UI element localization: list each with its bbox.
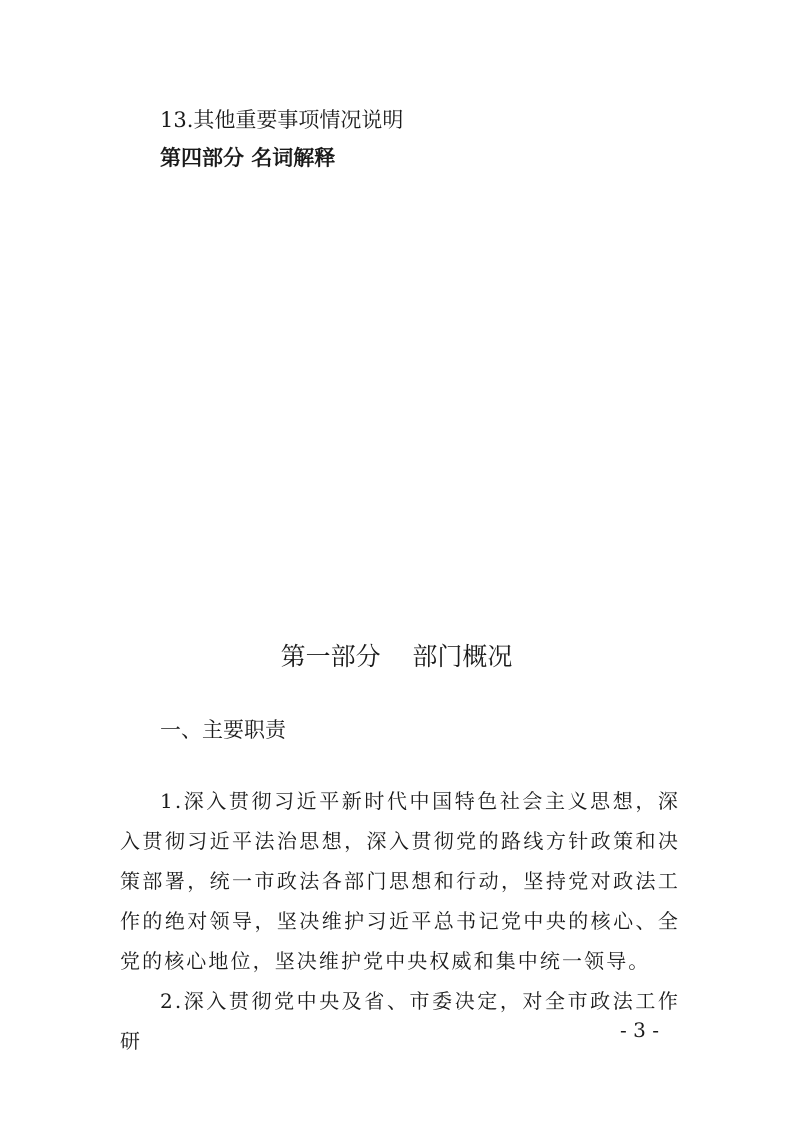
paragraph-1: [120, 781, 680, 981]
part-title: 第一部分 部门概况: [280, 642, 513, 671]
section-title: 一、主要职责: [160, 718, 286, 742]
page-number: - 3 -: [620, 1018, 659, 1042]
paragraph-2-text: 2.深入贯彻党中央及省、市委决定，对全市政法工作研: [120, 989, 680, 1053]
paragraph-1-text: 1.深入贯彻习近平新时代中国特色社会主义思想，深入贯彻习近平法治思想，深入贯彻党的路线方针政策和决策部署，统一市政法各部门思想和行动，坚持党对政法工作的绝对领导，坚决维护习近平总书记党中央的核心、全党的核心地位，坚决维护党中央权威和集中统一领导。: [120, 789, 680, 973]
toc-part-4: 第四部分 名词解释: [160, 146, 336, 170]
paragraph-2: [120, 981, 680, 1053]
toc-item-13: 13.其他重要事项情况说明: [160, 108, 404, 132]
